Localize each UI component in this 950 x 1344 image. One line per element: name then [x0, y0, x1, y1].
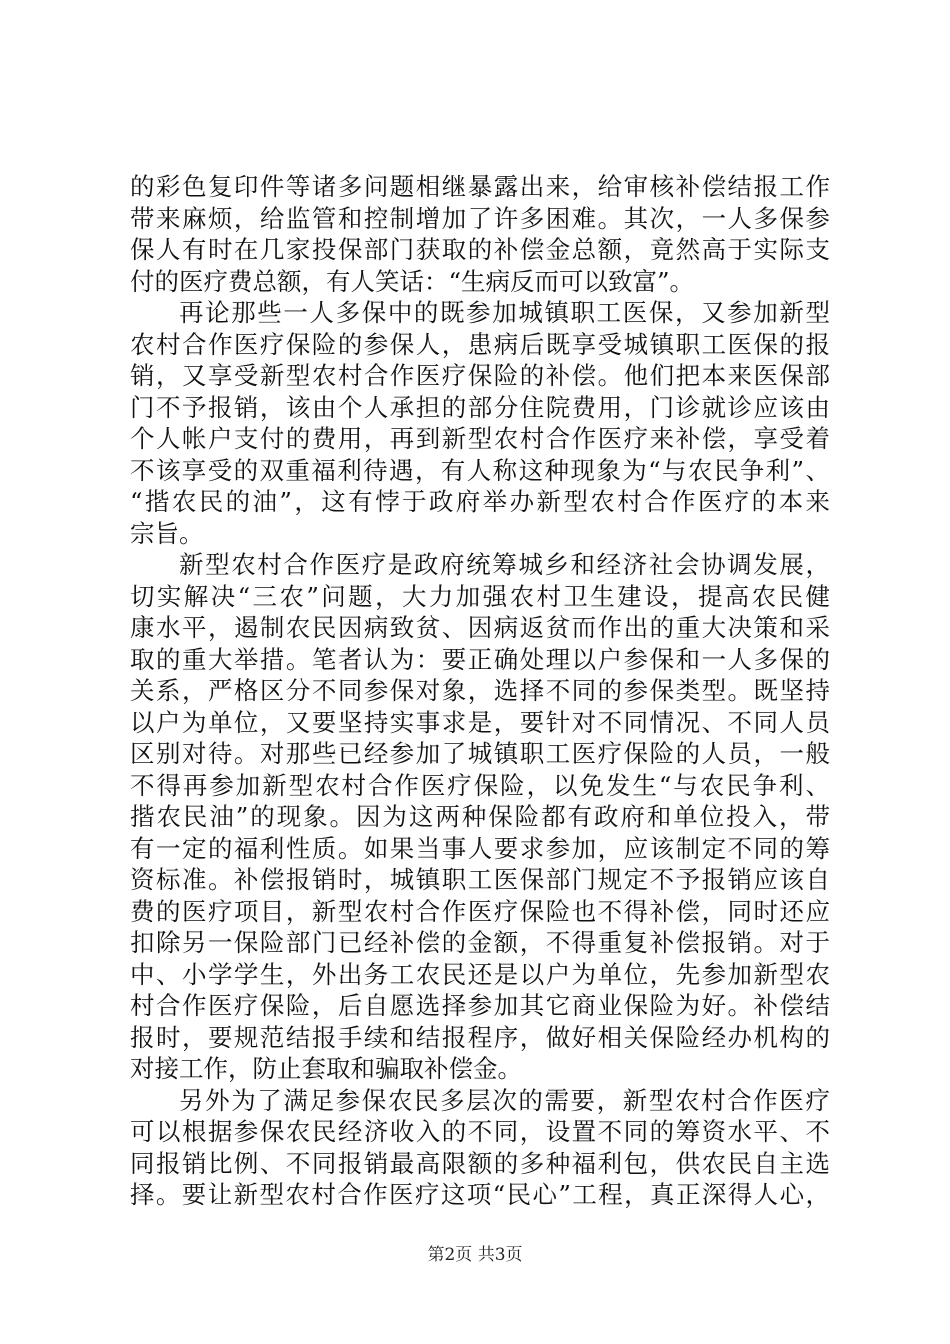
text-line: 村合作医疗保险，后自愿选择参加其它商业保险为好。补偿结 [130, 991, 830, 1020]
text-line: “揩农民的油”，这有悖于政府举办新型农村合作医疗的本来 [130, 487, 830, 516]
text-line: 付的医疗费总额，有人笑话：“生病反而可以致富”。 [130, 266, 695, 296]
text-line: 个人帐户支付的费用，再到新型农村合作医疗来补偿，享受着 [130, 424, 830, 453]
text-line: 不该享受的双重福利待遇，有人称这种现象为“与农民争利”、 [130, 455, 830, 485]
text-line: 康水平，遏制农民因病致贫、因病返贫而作出的重大决策和采 [130, 613, 830, 642]
text-line: 可以根据参保农民经济收入的不同，设置不同的筹资水平、不 [130, 1117, 830, 1146]
text-line: 费的医疗项目，新型农村合作医疗保险也不得补偿，同时还应 [130, 896, 830, 926]
paragraph [130, 297, 830, 549]
text-line: 报时，要规范结报手续和结报程序，做好相关保险经办机构的 [130, 1022, 830, 1052]
text-line: 门不予报销，该由个人承担的部分住院费用，门诊就诊应该由 [130, 392, 830, 422]
text-line: 切实解决“三农”问题，大力加强农村卫生建设，提高农民健 [130, 581, 830, 611]
page-footer: 第2页 共3页 [427, 1245, 523, 1265]
text-line: 带来麻烦，给监管和控制增加了许多困难。其次，一人多保参 [130, 203, 830, 233]
text-line: 以户为单位，又要坚持实事求是，要针对不同情况、不同人员 [130, 707, 830, 737]
text-line: 关系，严格区分不同参保对象，选择不同的参保类型。既坚持 [130, 676, 830, 705]
text-line: 资标准。补偿报销时，城镇职工医保部门规定不予报销应该自 [130, 865, 830, 894]
paragraph [130, 171, 830, 297]
text-line: 对接工作，防止套取和骗取补偿金。 [130, 1054, 522, 1083]
paragraph [130, 549, 830, 1085]
text-line: 销，又享受新型农村合作医疗保险的补偿。他们把本来医保部 [130, 361, 830, 390]
text-line: 不得再参加新型农村合作医疗保险，以免发生“与农民争利、 [130, 770, 830, 800]
text-line: 新型农村合作医疗是政府统筹城乡和经济社会协调发展， [179, 550, 830, 579]
document-body [130, 171, 830, 1211]
text-line: 中、小学学生，外出务工农民还是以户为单位，先参加新型农 [130, 959, 830, 989]
text-line: 另外为了满足参保农民多层次的需要，新型农村合作医疗 [179, 1085, 830, 1115]
text-line: 同报销比例、不同报销最高限额的多种福利包，供农民自主选 [130, 1148, 830, 1178]
paragraph [130, 1085, 830, 1211]
text-line: 择。要让新型农村合作医疗这项“民心”工程，真正深得人心， [130, 1180, 830, 1209]
text-line: 有一定的福利性质。如果当事人要求参加，应该制定不同的筹 [130, 833, 830, 863]
text-line: 揩农民油”的现象。因为这两种保险都有政府和单位投入，带 [130, 802, 830, 831]
text-line: 宗旨。 [130, 518, 204, 548]
text-line: 扣除另一保险部门已经补偿的金额，不得重复补偿报销。对于 [130, 928, 830, 957]
text-line: 农村合作医疗保险的参保人，患病后既享受城镇职工医保的报 [130, 329, 830, 359]
text-line: 的彩色复印件等诸多问题相继暴露出来，给审核补偿结报工作 [130, 172, 830, 201]
text-line: 区别对待。对那些已经参加了城镇职工医疗保险的人员，一般 [130, 739, 830, 768]
text-line: 保人有时在几家投保部门获取的补偿金总额，竟然高于实际支 [130, 235, 830, 264]
text-line: 再论那些一人多保中的既参加城镇职工医保，又参加新型 [179, 298, 830, 327]
text-line: 取的重大举措。笔者认为：要正确处理以户参保和一人多保的 [130, 644, 830, 674]
